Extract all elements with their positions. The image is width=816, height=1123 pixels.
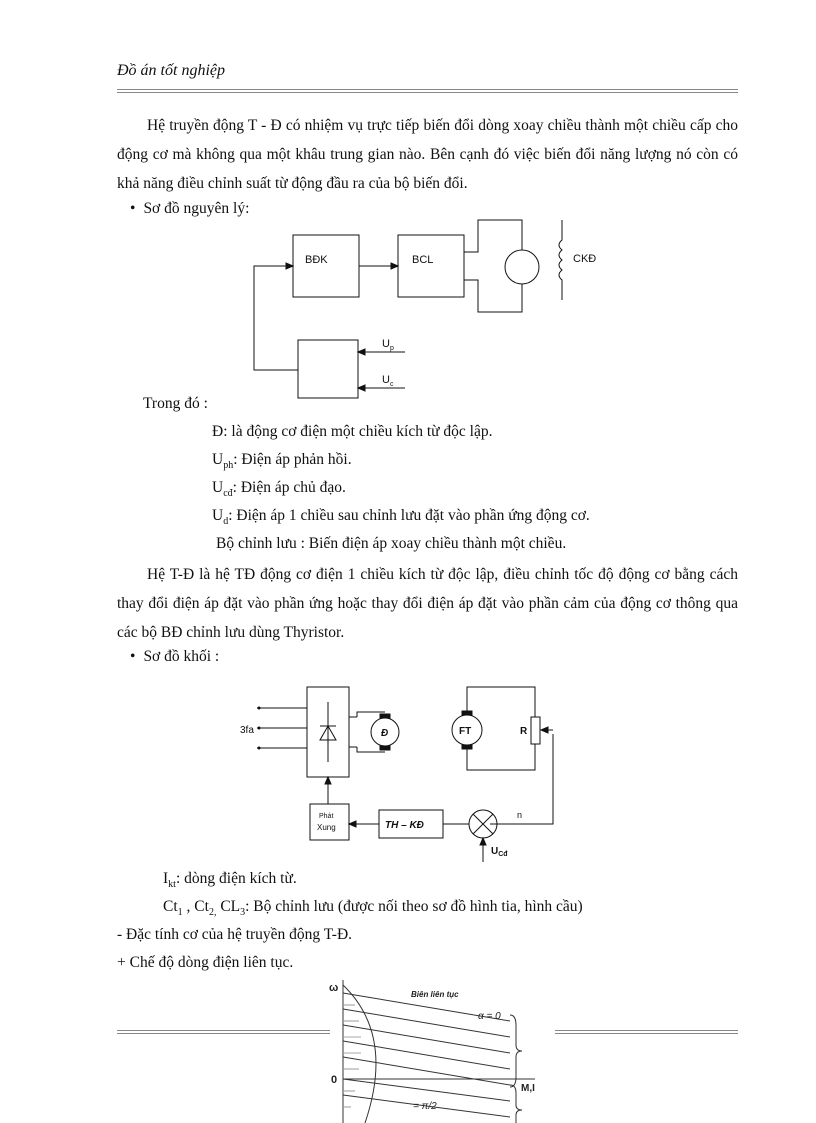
pulse-label-line1: Phát (319, 813, 334, 820)
resistor (531, 717, 540, 744)
bcl-block (398, 235, 464, 297)
tacho-bottom-wire (467, 744, 535, 770)
input-uc-arrowhead (358, 385, 365, 391)
phase-dot-c (258, 747, 261, 750)
torque-label: M,I (521, 1083, 535, 1094)
bullet-principle-diagram: • Sơ đồ nguyên lý: (130, 200, 249, 218)
motor-brush-bottom (380, 746, 390, 750)
mechanical-characteristic-figure (325, 975, 555, 1123)
field-coil (559, 220, 562, 300)
header-rule-1 (117, 89, 738, 90)
continuous-boundary-curve (343, 985, 376, 1123)
bcl-motor-top-wire (464, 220, 522, 252)
continuous-mode-heading: + Chế độ dòng điện liên tục. (117, 954, 294, 971)
bullet-block-diagram: • Sơ đồ khối : (130, 648, 219, 666)
bcl-label: BCL (412, 254, 434, 266)
legend-item-rectifier: Bộ chỉnh lưu : Biến điện áp xoay chiều thành một chiều. (216, 535, 567, 552)
resistor-r-label: R (520, 726, 528, 737)
phase-dot-b (258, 727, 261, 730)
legend-heading: Trong đó : (143, 395, 208, 412)
char-line-4 (343, 1041, 510, 1069)
footer-rule-right-1 (555, 1030, 738, 1031)
alpha-zero-label: α = 0 (478, 1011, 501, 1022)
three-phase-label: 3fa (240, 725, 254, 736)
up-label: $U_p$ (382, 338, 394, 352)
ckd-label: CKĐ (573, 253, 597, 265)
motor-circle (505, 250, 539, 284)
motor-brush-top (380, 714, 390, 718)
omega-label: ω (329, 982, 339, 994)
principle-diagram (240, 212, 600, 402)
origin-label: 0 (331, 1074, 338, 1086)
header-rule-2 (117, 92, 738, 93)
ucd-label: $U_{Cđ}$ (491, 846, 508, 858)
rectifier-definition: $Ct_1$ , $Ct_{2,}$ $CL_3$: Bộ chỉnh lưu (được nối theo sơ đồ hình tia, hình cầu) (163, 898, 583, 918)
regulator-block (298, 340, 358, 398)
alpha-half-pi-label: = π/2 (413, 1101, 437, 1112)
tacho-top-wire (467, 687, 535, 717)
tacho-ft-label: FT (459, 726, 472, 737)
regulator-pulse-arrowhead (349, 821, 356, 827)
feedback-loop-wire (254, 266, 298, 370)
legend-item-uph: $U_{ph}$: Điện áp phản hồi. (212, 451, 352, 471)
phase-dot-a (258, 707, 261, 710)
bdk-label: BĐK (305, 254, 328, 266)
bdk-block (293, 235, 359, 297)
pulse-generator-block (310, 804, 349, 840)
motor-d-label: Đ (381, 728, 389, 739)
char-line-5 (343, 1057, 510, 1085)
legend-item-motor: Đ: là động cơ điện một chiều kích từ độc lập. (212, 423, 493, 440)
regulator-th-kd-label: TH – KĐ (385, 820, 424, 831)
bdk-bcl-arrowhead (391, 263, 398, 269)
td-system-paragraph: Hệ T-Đ là hệ TĐ động cơ điện 1 chiều kích từ độc lập, điều chỉnh tốc độ động cơ bằng cách thay đổi điện áp đặt vào phần ứng hoặc thay đổi điện áp đặt vào phần cảm của động cơ thông qua các bộ BĐ chỉnh lưu dùng Thyristor. (117, 566, 738, 641)
footer-rule-left-1 (117, 1030, 330, 1031)
input-up-arrowhead (358, 349, 365, 355)
intro-paragraph: Hệ truyền động T - Đ có nhiệm vụ trực tiếp biến đổi dòng xoay chiều thành một chiều cấp cho động cơ mà không qua một khâu trung gian nào. Bên cạnh đó việc biến đổi năng lượng nó còn có khả năng điều chỉnh suất từ động đầu ra của bộ biến đổi. (117, 117, 738, 192)
feedback-arrowhead (286, 263, 293, 269)
ucd-arrowhead (480, 838, 486, 845)
pulse-rectifier-arrowhead (325, 777, 331, 784)
pulse-label-line2: Xung (317, 823, 336, 832)
char-line-6 (343, 1079, 510, 1101)
footer-rule-right-2 (555, 1033, 738, 1034)
char-line-3 (343, 1025, 510, 1053)
document-header-title: Đồ án tốt nghiệp (117, 62, 225, 79)
bcl-motor-bottom-wire (464, 280, 522, 312)
block-diagram (235, 682, 565, 862)
speed-n-label: n (517, 810, 523, 820)
legend-item-ud: $U_d$: Điện áp 1 chiều sau chỉnh lưu đặt vào phần ứng động cơ. (212, 507, 590, 527)
brace-upper (510, 1015, 522, 1087)
ikt-definition: $I_{kt}$: dòng điện kích từ. (163, 870, 297, 890)
characteristic-heading: - Đặc tính cơ của hệ truyền động T-Đ. (117, 926, 353, 943)
footer-rule-left-2 (117, 1033, 330, 1034)
legend-item-ucd: $U_{cđ}$: Điện áp chủ đạo. (212, 479, 346, 499)
boundary-label: Biên liên tục (411, 990, 459, 999)
uc-label: $U_c$ (382, 374, 394, 388)
